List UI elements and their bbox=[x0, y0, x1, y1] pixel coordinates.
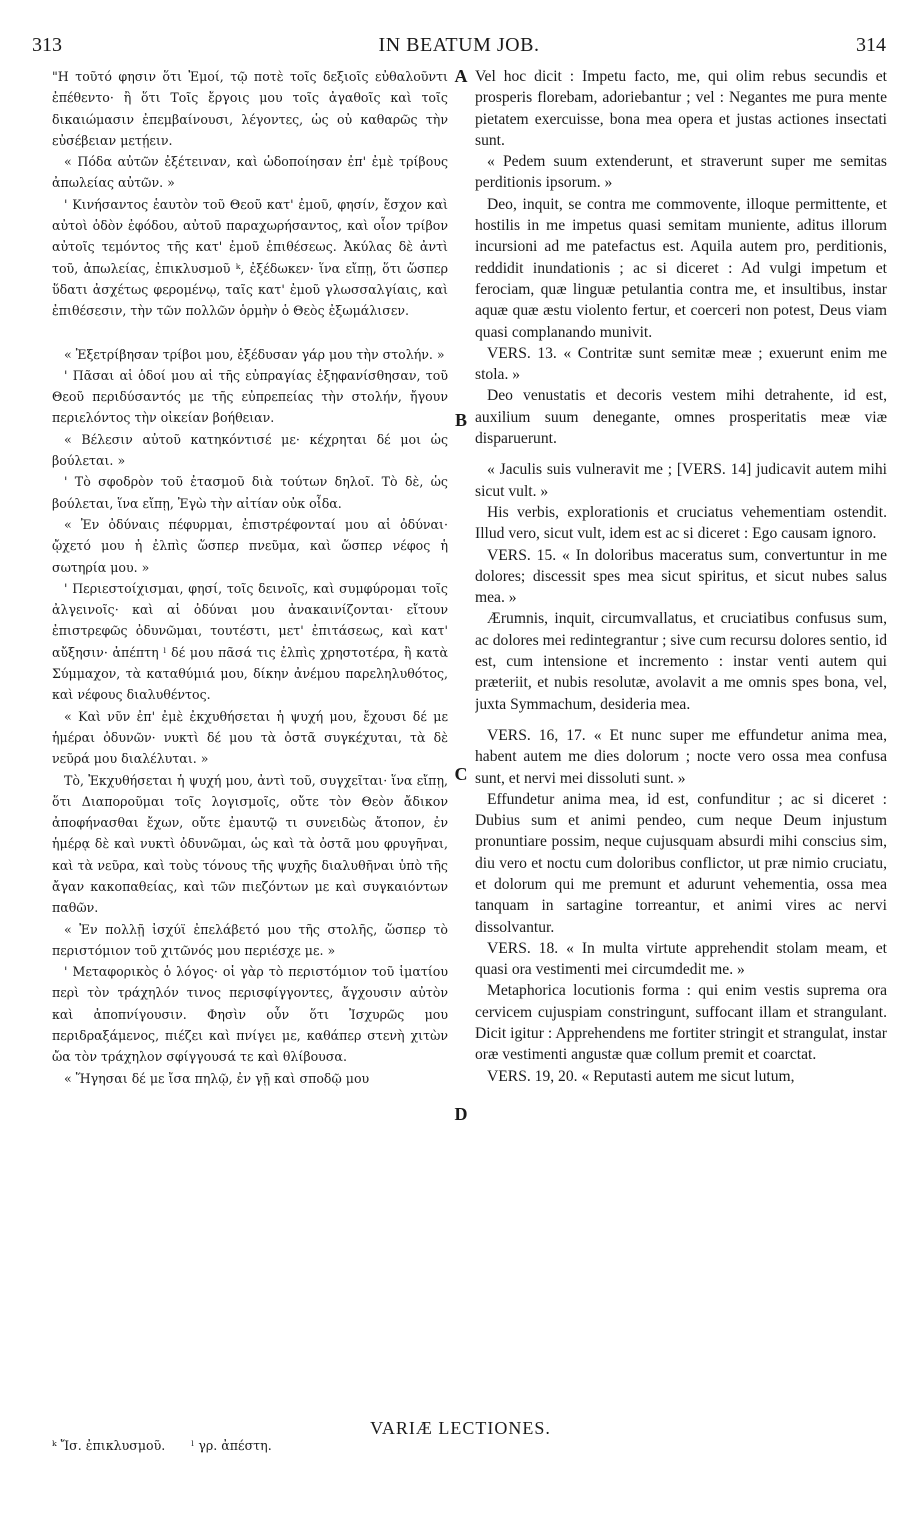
latin-column bbox=[475, 66, 887, 1410]
greek-paragraph: ' Τὸ σφοδρὸν τοῦ ἐτασμοῦ διὰ τούτων δηλοῖ. Τὸ δὲ, ὡς βούλεται, ἵνα εἴπῃ, Ἐγὼ τὴν αἰτίαν οὐκ οἶδα. bbox=[52, 474, 448, 511]
latin-verse: VERS. 15. « In doloribus maceratus sum, convertuntur in me dolores; discessit spes mea sicut spiritus, et sicut nubes salus mea. » bbox=[475, 546, 887, 607]
greek-verse: « Πόδα αὐτῶν ἐξέτειναν, καὶ ὡδοποίησαν ἐπ' ἐμὲ τρίβους ἀπωλείας αὐτῶν. » bbox=[52, 154, 448, 191]
greek-column bbox=[52, 66, 448, 1410]
footnote: ˡ γρ. ἀπέστη. bbox=[191, 1438, 272, 1453]
section-marker-a: A bbox=[454, 66, 468, 86]
latin-verse: VERS. 19, 20. « Reputasti autem me sicut lutum, bbox=[487, 1067, 795, 1085]
greek-verse: « Ἐν ὀδύναις πέφυρμαι, ἐπιστρέφονταί μου αἱ ὀδύναι· ᾤχετό μου ἡ ἐλπὶς ὥσπερ πνεῦμα, καὶ ὥσπερ νέφος ἡ σωτηρία μου. » bbox=[52, 516, 448, 575]
greek-paragraph: ' Μεταφορικὸς ὁ λόγος· οἱ γὰρ τὸ περιστόμιον τοῦ ἱματίου περὶ τὸν τράχηλόν τινος περισφίγγοντες, ἄγχουσιν αὐτὸν καὶ ἀποπνίγουσιν. Φησὶν οὖν ὅτι Ἰσχυρῶς μου περιδραξάμενος, πιέζει καὶ πνίγει με, καθάπερ στενὴ χιτὼν ὤα τὸν τράχηλον σφίγγουσά τε καὶ θλίβουσα. bbox=[52, 964, 448, 1065]
greek-paragraph: ' Πᾶσαι αἱ ὁδοί μου αἱ τῆς εὐπραγίας ἐξηφανίσθησαν, τοῦ Θεοῦ περιδύσαντός με τῆς εὐπρεπείας τὴν στολήν, ἤγουν περιελόντος τὴν οἰκείαν βοήθειαν. bbox=[52, 367, 448, 426]
latin-paragraph: Deo venustatis et decoris vestem mihi detrahente, id est, auxilium suum denegante, omnes prosperitatis meæ viæ disparuerunt. bbox=[475, 387, 887, 448]
latin-verse: VERS. 18. « In multa virtute apprehendit stolam meam, et quasi ora vestimenti mei circumdedit me. » bbox=[475, 939, 887, 979]
greek-verse: « Ἐν πολλῇ ἰσχύϊ ἐπελάβετό μου τῆς στολῆς, ὥσπερ τὸ περιστόμιον τοῦ χιτῶνός μου περιέσχε με. » bbox=[52, 921, 448, 958]
page-header bbox=[32, 34, 886, 60]
latin-paragraph: Metaphorica locutionis forma : qui enim vestis suprema ora cervicem cujuspiam constringunt, suffocant illam et strangulant. Dicit igitur : Apprehendens me fortiter stringit et strangulat, instar oræ vestimenti angustæ quæ collum premit et coarctat. bbox=[475, 982, 887, 1064]
latin-verse: « Jaculis suis vulneravit me ; [VERS. 14] judicavit autem mihi sicut vult. » bbox=[475, 461, 887, 500]
latin-paragraph: Ærumnis, inquit, circumvallatus, et cruciatibus confusus sum, ac dolores mei redintegrantur ; sive cum recursu dolores sentio, id est, cum intensione et incremento : instar venti autem qui præteriit, et nubis resolutæ, avolavit a me omnis spes bona, vel, juxta Symmachum, desideria mea. bbox=[475, 610, 887, 713]
page-number-right: 314 bbox=[856, 34, 886, 56]
greek-paragraph: ' Περιεστοίχισμαι, φησί, τοῖς δεινοῖς, καὶ συμφύρομαι τοῖς ἀλγεινοῖς· καὶ αἱ ὀδύναι μου ἀνακαινίζονται· εἴτουν ἐπιστρεφῶς ὀδυνῶμαι, τουτέστι, μετ' ἐπιτάσεως, καὶ κατ' αὔξησιν· ἀπέπτη ˡ δέ μου πᾶσά τις ἐλπὶς χρηστοτέρα, ἢ κατὰ Σύμμαχον, τὰ καταθύμιά μου, δίκην ἀνέμου παρεληλυθότος, καὶ νέφους διαλυθέντος. bbox=[52, 580, 448, 703]
greek-paragraph: "Η τοῦτό φησιν ὅτι Ἐμοί, τῷ ποτὲ τοῖς δεξιοῖς εὐθαλοῦντι ἐπέθεντο· ἢ ὅτι Τοῖς ἔργοις μου τοῖς ἀγαθοῖς καὶ τοῖς δικαιώμασιν ἐπεμβαίνουσι, λέγοντες, ὡς οὐ καθαρῶς τὴν εὐσέβειαν μετῄειν. bbox=[52, 69, 448, 148]
latin-paragraph: Effundetur anima mea, id est, confunditur ; ac si diceret : Dubius sum et animi pendeo, cum neque Deum injustum pronuntiare possim, neque cujusquam absurdi mihi conscius sim, diu vero et noctu cum doloribus conflictor, ut præ nimio cruciatu, et dolorum qui me premunt et adurunt vehementia, ossa mea tanquam in sartagine torreantur, et animi vires ac nervi dissolvantur. bbox=[475, 790, 887, 936]
footnote: ᵏ Ἴσ. ἐπικλυσμοῦ. bbox=[52, 1438, 166, 1453]
latin-verse: VERS. 13. « Contritæ sunt semitæ meæ ; exuerunt enim me stola. » bbox=[475, 344, 887, 384]
footnotes bbox=[52, 1438, 852, 1453]
greek-verse: « Βέλεσιν αὐτοῦ κατηκόντισέ με· κέχρηται δέ μοι ὡς βούλεται. » bbox=[52, 431, 448, 469]
latin-paragraph: His verbis, explorationis et cruciatus vehementiam ostendit. Illud vero, sicut vult, idem est ac si diceret : Ego causam ignoro. bbox=[475, 503, 887, 543]
greek-verse: « Καὶ νῦν ἐπ' ἐμὲ ἐκχυθήσεται ἡ ψυχή μου, ἔχουσι δέ με ἡμέραι ὀδυνῶν· νυκτὶ δέ μου τὰ ὀστᾶ συγκέχυται, τὰ δὲ νεῦρά μου διαλέλυται. » bbox=[52, 708, 448, 767]
latin-verse: « Pedem suum extenderunt, et straverunt super me semitas perditionis ipsorum. » bbox=[475, 153, 887, 192]
greek-verse: « Ἥγησαι δέ με ἴσα πηλῷ, ἐν γῇ καὶ σποδῷ μου bbox=[64, 1070, 370, 1086]
latin-paragraph: Vel hoc dicit : Impetu facto, me, qui olim rebus secundis et prosperis florebam, adoriebantur ; vel : Negantes me pura mente pietatem exercuisse, bona mea opera et justas actiones insectati sunt. bbox=[475, 68, 887, 149]
page-number-left: 313 bbox=[32, 34, 62, 56]
section-marker-d: D bbox=[454, 1104, 468, 1124]
variae-lectiones-heading: VARIÆ LECTIONES. bbox=[370, 1418, 551, 1438]
latin-paragraph: Deo, inquit, se contra me commovente, illoque permittente, et hostilis in me impetus quasi semitam muniente, aditus illorum incursioni ad me patefactus est. Aquila autem pro, perditionis, reddidit inundationis ; ac si diceret : Ad vulgi impetum et ferociam, quæ linguæ petulantia contra me, et insultibus, instar aquæ quæ æstu violento fertur, et coerceri non potest, Deus viam quasi complanando munivit. bbox=[475, 195, 887, 341]
greek-verse: « Ἐξετρίβησαν τρίβοι μου, ἐξέδυσαν γάρ μου τὴν στολήν. » bbox=[64, 346, 445, 362]
section-marker-c: C bbox=[454, 764, 468, 784]
greek-paragraph: ' Κινήσαντος ἑαυτὸν τοῦ Θεοῦ κατ' ἐμοῦ, φησίν, ἔσχον καὶ αὐτοὶ ὁδὸν ἐφόδου, αὐτοῦ παραχωρήσαντος, καὶ οἷον τρίβον αὐτοῖς τεμόντος τῆς κατ' ἐμοῦ ἐπιθέσεως. Ἀκύλας δὲ ἀντὶ τοῦ, ἀπωλείας, ἐπικλυσμοῦ ᵏ, ἐξέδωκεν· ἵνα εἴπῃ, ὅτι ὥσπερ ὕδατι ἀσχέτως φερομένῳ, ταῖς κατ' ἐμοῦ γλωσσαλγίαις, καὶ ἐπιθέσεσιν, τὴν τῶν πολλῶν ὁρμὴν ὁ Θεὸς ἐξωμάλισεν. bbox=[52, 196, 448, 319]
latin-verse: VERS. 16, 17. « Et nunc super me effundetur anima mea, habent autem me dies dolorum ; nocte vero ossa mea confusa sunt, et nervi mei dissoluti sunt. » bbox=[475, 726, 887, 787]
greek-paragraph: Τὸ, Ἐκχυθήσεται ἡ ψυχή μου, ἀντὶ τοῦ, συγχεῖται· ἵνα εἴπῃ, ὅτι Διαποροῦμαι τοῖς λογισμοῖς, οὔτε τὸν Θεὸν ἄδικον ἀποφήνασθαι ἔχων, οὔτε ἐμαυτῷ τι συνειδὼς ἄτοπον, ἐν ἡμέρᾳ δὲ καὶ νυκτὶ ὀδυνῶμαι, ὡς καὶ τὰ ὀστᾶ μου φρυγῆναι, καὶ τὰ νεῦρα, καὶ τοὺς τόνους τῆς ψυχῆς διαλυθῆναι ὑπὸ τῆς ἄγαν κακοπαθείας, καὶ τῶν πιεζόντων με καὶ συγκαιόντων παθῶν. bbox=[52, 772, 448, 916]
running-title: IN BEATUM JOB. bbox=[378, 34, 540, 56]
section-marker-b: B bbox=[454, 410, 467, 430]
